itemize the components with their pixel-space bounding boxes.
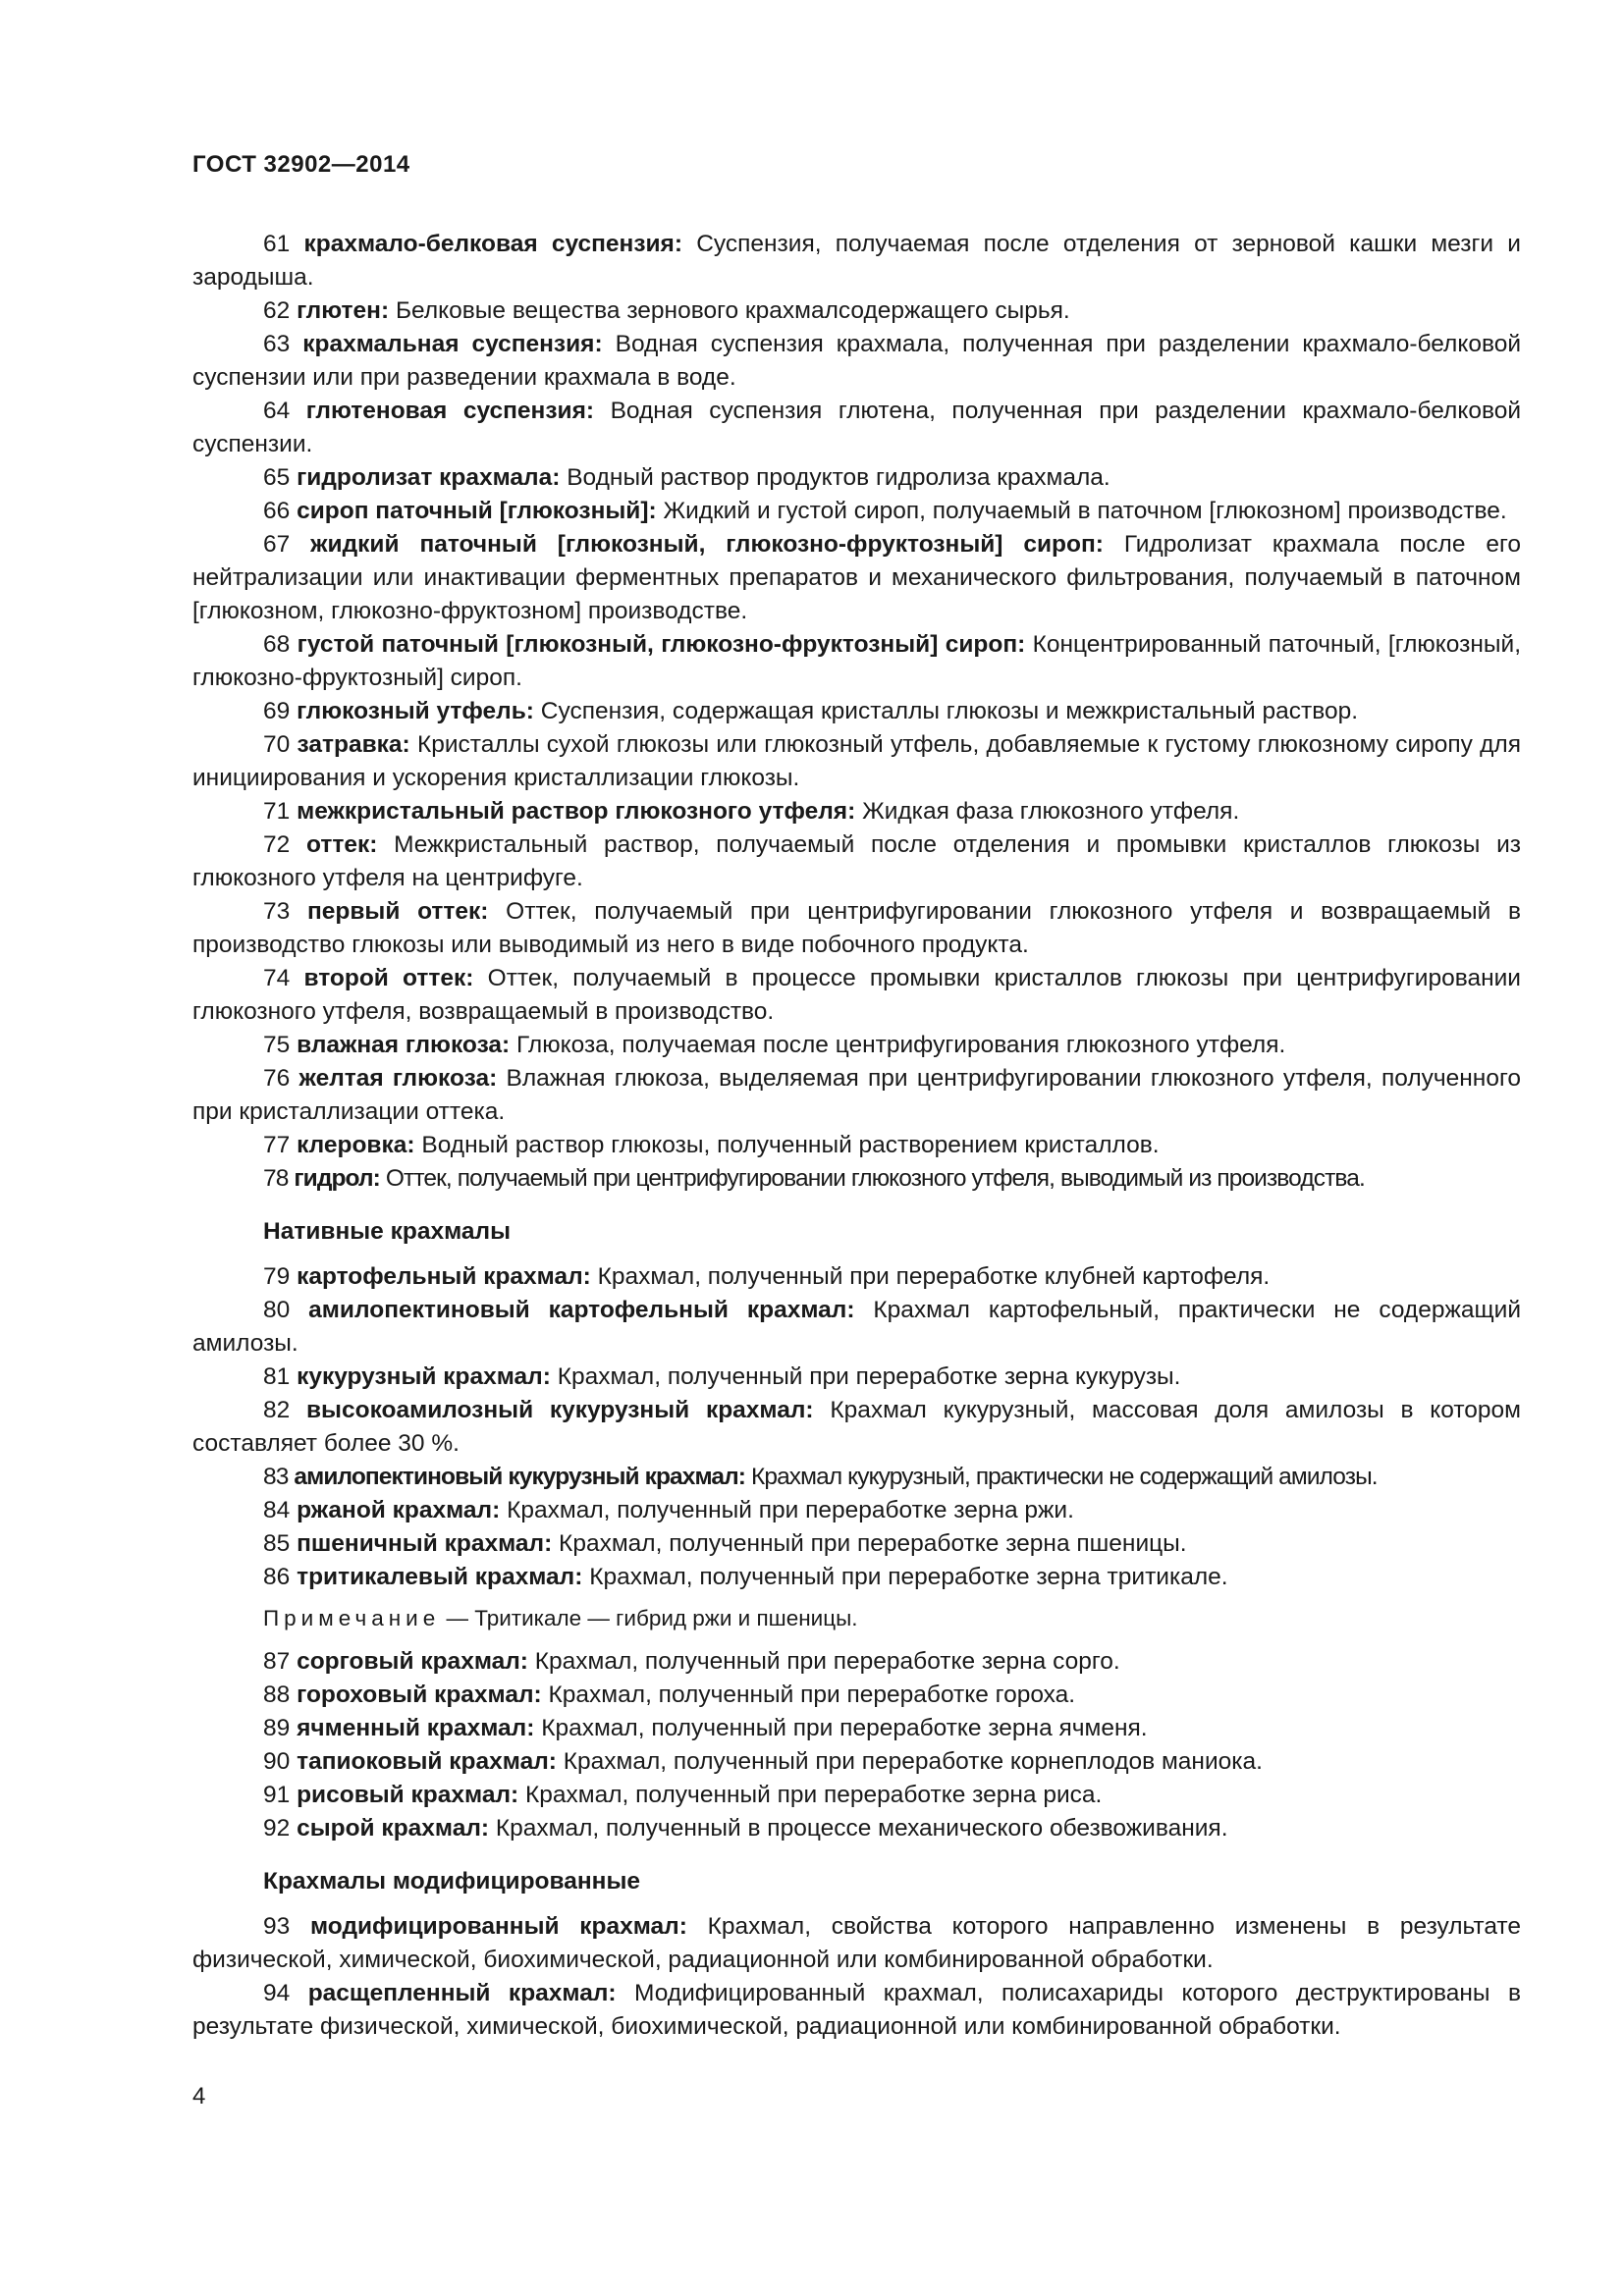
term-number: 91 xyxy=(263,1782,291,1808)
term-name: высокоамилозный кукурузный крахмал: xyxy=(306,1397,814,1423)
term-number: 94 xyxy=(263,1980,291,2006)
term-definition: Водный раствор продуктов гидролиза крахмала. xyxy=(567,464,1110,491)
term-entry xyxy=(192,1494,1521,1527)
note xyxy=(263,1602,1521,1635)
term-name: оттек: xyxy=(305,831,378,858)
term-number: 93 xyxy=(263,1913,291,1940)
term-number: 71 xyxy=(263,798,291,825)
term-entry xyxy=(192,1129,1521,1162)
term-name: затравка: xyxy=(297,731,410,758)
term-definition: Крахмал, свойства которого направленно изменены в результате физической, химической, биохимической, радиационной или комбинированной обработки. xyxy=(192,1913,1521,1973)
term-name: картофельный крахмал: xyxy=(297,1263,591,1290)
term-entry xyxy=(192,1812,1521,1845)
term-number: 61 xyxy=(263,231,291,257)
term-number: 74 xyxy=(263,965,291,991)
term-name: второй оттек: xyxy=(303,965,474,991)
term-number: 92 xyxy=(263,1815,291,1842)
term-name: гороховый крахмал: xyxy=(297,1682,542,1708)
term-definition: Гидролизат крахмала после его нейтрализации или инактивации ферментных препаратов и механического фильтрования, получаемый в паточном [глюкозном, глюкозно-фруктозном] производстве. xyxy=(192,531,1521,624)
note-text: — Тритикале — гибрид ржи и пшеницы. xyxy=(440,1606,858,1630)
term-entry xyxy=(192,328,1521,395)
term-number: 65 xyxy=(263,464,291,491)
term-number: 88 xyxy=(263,1682,291,1708)
term-definition: Крахмал, полученный при переработке зерна риса. xyxy=(525,1782,1103,1808)
term-definition: Крахмал, полученный при переработке корнеплодов маниока. xyxy=(563,1748,1263,1775)
term-definition: Глюкоза, получаемая после центрифугирования глюкозного утфеля. xyxy=(516,1032,1286,1058)
term-definition: Крахмал, полученный при переработке зерна кукурузы. xyxy=(557,1363,1181,1390)
term-name: расщепленный крахмал: xyxy=(307,1980,617,2006)
term-entry xyxy=(192,1645,1521,1679)
term-name: глюкозный утфель: xyxy=(297,698,534,724)
term-entry xyxy=(192,1394,1521,1461)
term-name: крахмало-белковая суспензия: xyxy=(303,231,683,257)
term-definition: Крахмал, полученный при переработке зерна тритикале. xyxy=(589,1564,1228,1590)
term-definition: Крахмал кукурузный, массовая доля амилозы в котором составляет более 30 %. xyxy=(192,1397,1521,1457)
term-name: густой паточный [глюкозный, глюкозно-фруктозный] сироп: xyxy=(297,631,1026,658)
term-name: гидрол: xyxy=(294,1165,380,1192)
term-name: ржаной крахмал: xyxy=(297,1497,501,1523)
term-definition: Крахмал, полученный при переработке зерна сорго. xyxy=(534,1648,1120,1675)
term-definition: Оттек, получаемый при центрифугировании глюкозного утфеля, выводимый из производства. xyxy=(385,1165,1365,1192)
term-entry xyxy=(192,962,1521,1029)
term-name: модифицированный крахмал: xyxy=(310,1913,687,1940)
term-entry xyxy=(192,1162,1521,1196)
term-definition: Водная суспензия глютена, полученная при разделении крахмало-белковой суспензии. xyxy=(192,398,1522,457)
term-entry xyxy=(192,795,1521,828)
term-number: 83 xyxy=(263,1464,289,1490)
term-entry xyxy=(192,728,1521,795)
term-number: 68 xyxy=(263,631,291,658)
term-entry xyxy=(192,528,1521,628)
section-heading: Нативные крахмалы xyxy=(263,1218,511,1245)
term-entry xyxy=(192,1745,1521,1779)
term-name: влажная глюкоза: xyxy=(297,1032,511,1058)
term-entry xyxy=(192,461,1521,495)
term-definition: Крахмал, полученный при переработке зерна ржи. xyxy=(507,1497,1074,1523)
term-name: тритикалевый крахмал: xyxy=(297,1564,583,1590)
term-name: межкристальный раствор глюкозного утфеля: xyxy=(297,798,856,825)
term-entry xyxy=(192,1062,1521,1129)
term-definition: Крахмал, полученный при переработке зерна ячменя. xyxy=(541,1715,1148,1741)
term-entry xyxy=(192,695,1521,728)
term-entry xyxy=(192,1779,1521,1812)
term-number: 64 xyxy=(263,398,291,424)
term-entry xyxy=(192,1361,1521,1394)
term-definition: Концентрированный паточный, [глюкозный, глюкозно-фруктозный] сироп. xyxy=(192,631,1522,691)
term-number: 73 xyxy=(263,898,291,925)
term-definition: Суспензия, содержащая кристаллы глюкозы и межкристальный раствор. xyxy=(540,698,1359,724)
term-entry xyxy=(192,228,1521,294)
term-entry xyxy=(192,1260,1521,1294)
term-name: ячменный крахмал: xyxy=(297,1715,535,1741)
term-entry xyxy=(192,1294,1521,1361)
term-entry xyxy=(192,828,1521,895)
term-number: 86 xyxy=(263,1564,291,1590)
term-number: 80 xyxy=(263,1297,291,1323)
term-entry xyxy=(192,495,1521,528)
term-number: 89 xyxy=(263,1715,291,1741)
term-entry xyxy=(192,294,1521,328)
term-name: желтая глюкоза: xyxy=(298,1065,498,1092)
term-entry xyxy=(192,1712,1521,1745)
term-number: 63 xyxy=(263,331,291,357)
term-definition: Крахмал, полученный при переработке клубней картофеля. xyxy=(597,1263,1271,1290)
term-definition: Жидкий и густой сироп, получаемый в паточном [глюкозном] производстве. xyxy=(663,498,1507,524)
term-name: амилопектиновый картофельный крахмал: xyxy=(308,1297,855,1323)
term-entry xyxy=(192,1561,1521,1594)
term-name: глютеновая суспензия: xyxy=(305,398,595,424)
term-definition: Крахмал, полученный в процессе механического обезвоживания. xyxy=(495,1815,1228,1842)
term-definition: Влажная глюкоза, выделяемая при центрифугировании глюкозного утфеля, полученного при кристаллизации оттека. xyxy=(192,1065,1521,1125)
term-number: 81 xyxy=(263,1363,291,1390)
term-name: пшеничный крахмал: xyxy=(297,1530,553,1557)
term-number: 75 xyxy=(263,1032,291,1058)
term-definition: Водная суспензия крахмала, полученная при разделении крахмало-белковой суспензии или при разведении крахмала в воде. xyxy=(192,331,1522,391)
term-name: сироп паточный [глюкозный]: xyxy=(297,498,657,524)
term-name: первый оттек: xyxy=(306,898,489,925)
standard-header: ГОСТ 32902—2014 xyxy=(192,151,410,178)
term-name: кукурузный крахмал: xyxy=(297,1363,551,1390)
term-number: 87 xyxy=(263,1648,291,1675)
term-definition: Водный раствор глюкозы, полученный растворением кристаллов. xyxy=(421,1132,1160,1158)
term-number: 84 xyxy=(263,1497,291,1523)
term-definition: Кристаллы сухой глюкозы или глюкозный утфель, добавляемые к густому глюкозному сиропу для инициирования и ускорения кристаллизации глюкозы. xyxy=(192,731,1521,791)
term-definition: Жидкая фаза глюкозного утфеля. xyxy=(862,798,1240,825)
term-name: амилопектиновый кукурузный крахмал: xyxy=(294,1464,746,1490)
term-entry xyxy=(192,1527,1521,1561)
term-entry xyxy=(192,1679,1521,1712)
term-entry xyxy=(192,1910,1521,1977)
term-number: 72 xyxy=(263,831,291,858)
term-entry xyxy=(192,1461,1521,1494)
term-name: тапиоковый крахмал: xyxy=(297,1748,557,1775)
term-name: крахмальная суспензия: xyxy=(302,331,603,357)
term-name: сырой крахмал: xyxy=(297,1815,490,1842)
term-entry xyxy=(192,895,1521,962)
term-entry xyxy=(192,628,1521,695)
term-entry xyxy=(192,395,1521,461)
term-name: глютен: xyxy=(297,297,390,324)
term-number: 76 xyxy=(263,1065,291,1092)
term-entry xyxy=(192,1029,1521,1062)
term-name: гидролизат крахмала: xyxy=(297,464,561,491)
term-definition: Крахмал, полученный при переработке гороха. xyxy=(548,1682,1076,1708)
note-label: Примечание xyxy=(263,1606,441,1630)
term-number: 77 xyxy=(263,1132,291,1158)
section-heading: Крахмалы модифицированные xyxy=(263,1868,641,1895)
term-definition: Суспензия, получаемая после отделения от зерновой кашки мезги и зародыша. xyxy=(192,231,1521,291)
term-name: сорговый крахмал: xyxy=(297,1648,528,1675)
term-definition: Крахмал, полученный при переработке зерна пшеницы. xyxy=(559,1530,1187,1557)
term-definition: Крахмал кукурузный, практически не содержащий амилозы. xyxy=(750,1464,1378,1490)
term-number: 67 xyxy=(263,531,291,558)
term-number: 85 xyxy=(263,1530,291,1557)
term-name: жидкий паточный [глюкозный, глюкозно-фруктозный] сироп: xyxy=(310,531,1104,558)
term-number: 82 xyxy=(263,1397,291,1423)
term-number: 70 xyxy=(263,731,291,758)
term-definition: Оттек, получаемый при центрифугировании глюкозного утфеля и возвращаемый в производство глюкозы или выводимый из него в виде побочного продукта. xyxy=(192,898,1521,958)
page-number: 4 xyxy=(192,2083,206,2109)
term-definition: Крахмал картофельный, практически не содержащий амилозы. xyxy=(192,1297,1522,1357)
term-number: 78 xyxy=(263,1165,289,1192)
term-definition: Белковые вещества зернового крахмалсодержащего сырья. xyxy=(395,297,1070,324)
term-number: 79 xyxy=(263,1263,291,1290)
term-definition: Межкристальный раствор, получаемый после отделения и промывки кристаллов глюкозы из глюкозного утфеля на центрифуге. xyxy=(192,831,1521,891)
term-definition: Оттек, получаемый в процессе промывки кристаллов глюкозы при центрифугировании глюкозного утфеля, возвращаемый в производство. xyxy=(192,965,1521,1025)
term-definition: Модифицированный крахмал, полисахариды которого деструктированы в результате физической, химической, биохимической, радиационной или комбинированной обработки. xyxy=(192,1980,1521,2040)
term-number: 69 xyxy=(263,698,291,724)
term-name: рисовый крахмал: xyxy=(297,1782,519,1808)
term-name: клеровка: xyxy=(297,1132,415,1158)
term-entry xyxy=(192,1977,1521,2044)
term-number: 90 xyxy=(263,1748,291,1775)
terms-content xyxy=(192,228,1521,2044)
term-number: 62 xyxy=(263,297,291,324)
term-number: 66 xyxy=(263,498,291,524)
